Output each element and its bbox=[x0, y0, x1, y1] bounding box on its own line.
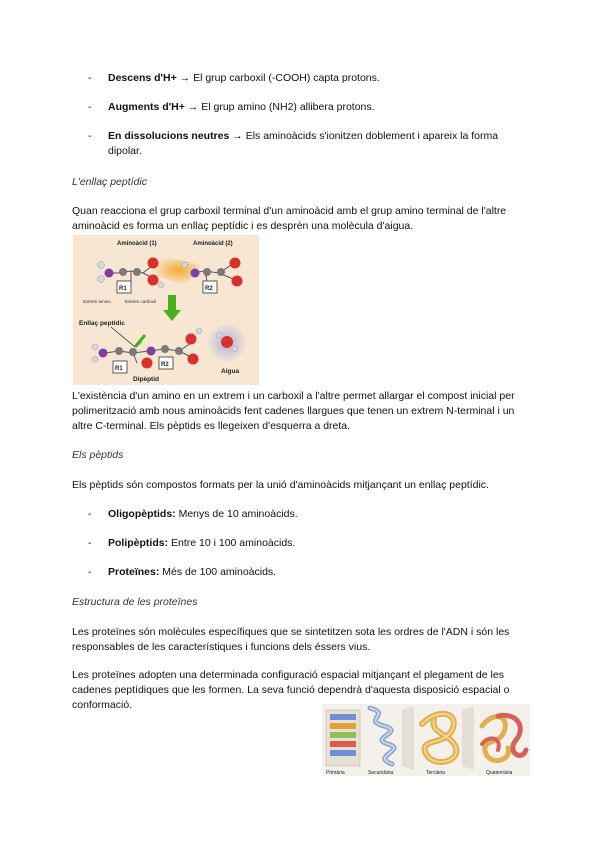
section-heading-protein-structure: Estructura de les proteïnes bbox=[72, 596, 198, 608]
nitrogen-atom bbox=[191, 269, 200, 278]
oxygen-atom bbox=[232, 276, 243, 287]
r2-label: R2 bbox=[161, 362, 169, 368]
label-dipeptide: Dipèptid bbox=[133, 376, 159, 383]
zoom-guide bbox=[462, 706, 474, 770]
label-water: Aigua bbox=[221, 368, 240, 375]
nitrogen-atom bbox=[105, 269, 114, 278]
label-aminoacid-2: Aminoàcid (2) bbox=[193, 241, 233, 247]
peptide-types-list bbox=[88, 507, 528, 580]
list-item bbox=[88, 71, 528, 86]
carbon-atom bbox=[175, 347, 183, 355]
item-bold: Descens d'H+ bbox=[108, 72, 177, 84]
section-heading-peptide-bond: L'enllaç peptídic bbox=[72, 176, 147, 188]
hydrogen-atom bbox=[196, 328, 202, 334]
item-text: Més de 100 aminoàcids. bbox=[159, 566, 277, 578]
hydrogen-atom bbox=[232, 346, 238, 352]
list-item bbox=[88, 100, 528, 115]
nitrogen-atom bbox=[99, 349, 108, 358]
oxygen-atom bbox=[148, 275, 159, 286]
hydrogen-atom bbox=[98, 262, 105, 269]
oxygen-atom bbox=[230, 258, 241, 269]
label-carboxyl-end: Extrem carboxil bbox=[125, 299, 157, 304]
bullet-dash: - bbox=[88, 130, 92, 142]
r1-label: R1 bbox=[115, 366, 123, 372]
list-item bbox=[88, 129, 528, 159]
label-quaternary: Quaternària bbox=[486, 770, 513, 776]
paragraph-proteins-definition: Les proteïnes són molècules específiques que se sintetitzen sota les ordres de l'ADN i són les responsables de les característiques i funcions dels éssers vius. bbox=[72, 626, 510, 653]
bullet-dash: - bbox=[88, 537, 92, 549]
item-text: Menys de 10 aminoàcids. bbox=[175, 508, 298, 520]
bullet-dash: - bbox=[88, 101, 92, 113]
bullet-dash: - bbox=[88, 508, 92, 520]
carbon-atom bbox=[115, 347, 123, 355]
item-text: Entre 10 i 100 aminoàcids. bbox=[168, 537, 296, 549]
item-bold: Augments d'H+ bbox=[108, 101, 185, 113]
carbon-atom bbox=[119, 268, 127, 276]
label-tertiary: Terciària bbox=[426, 770, 445, 776]
label-secondary: Secundària bbox=[368, 770, 394, 776]
section-heading-peptides: Els pèptids bbox=[72, 449, 124, 461]
carbon-atom bbox=[133, 268, 141, 276]
nitrogen-atom bbox=[147, 347, 156, 356]
oxygen-atom bbox=[186, 334, 197, 345]
peptide-bond-diagram bbox=[73, 235, 259, 385]
label-primary: Primària bbox=[326, 770, 345, 776]
label-aminoacid-1: Aminoàcid (1) bbox=[117, 241, 157, 247]
list-item bbox=[88, 536, 528, 551]
paragraph-peptide-bond: Quan reacciona el grup carboxil terminal d'un aminoàcid amb el grup amino terminal de l'altre aminoàcid es forma un enllaç peptídic i es desprèn una molècula d'aigua. bbox=[72, 205, 507, 232]
paragraph-protein-conformation: Les proteïnes adopten una determinada configuració espacial mitjançant el plegament de les cadenes peptídiques que les formen. La seva funció dependrà d'aquesta disposició espacial o conformació. bbox=[72, 669, 510, 711]
ph-response-list bbox=[88, 71, 528, 159]
carbon-atom bbox=[203, 268, 211, 276]
list-item bbox=[88, 565, 528, 580]
carbon-atom bbox=[161, 345, 169, 353]
list-item bbox=[88, 507, 528, 522]
hydrogen-atom bbox=[158, 282, 164, 288]
item-text: → Els aminoàcids s'ionitzen doblement i apareix la forma dipolar. bbox=[108, 130, 499, 157]
label-peptide-bond: Enllaç peptídic bbox=[79, 320, 125, 327]
bullet-dash: - bbox=[88, 72, 92, 84]
paragraph-peptides: Els pèptids són compostos formats per la unió d'aminoàcids mitjançant un enllaç peptídic. bbox=[72, 479, 489, 491]
oxygen-atom bbox=[148, 258, 159, 269]
paragraph-polymerization: L'existència d'un amino en un extrem i un carboxil a l'altre permet allargar el compost inicial per polimerització amb nous aminoàcids fent cadenes llargues que tenen un extrem N-terminal i un altre C-terminal. Els pèptids es llegeixen d'esquerra a dreta. bbox=[72, 390, 515, 432]
carbon-atom bbox=[217, 268, 225, 276]
item-bold: Polipèptids: bbox=[108, 537, 169, 549]
water-oxygen-atom bbox=[221, 336, 233, 348]
hydrogen-atom bbox=[92, 344, 98, 350]
r1-label: R1 bbox=[119, 286, 127, 292]
item-bold: Proteïnes: bbox=[108, 566, 160, 578]
item-text: → El grup carboxil (-COOH) capta protons. bbox=[176, 72, 380, 84]
protein-structure-figure bbox=[322, 704, 530, 776]
item-text: → El grup amino (NH2) allibera protons. bbox=[184, 101, 375, 113]
hydrogen-atom bbox=[98, 276, 105, 283]
item-bold: Oligopèptids: bbox=[108, 508, 176, 520]
primary-structure-illustration bbox=[326, 710, 360, 766]
r2-label: R2 bbox=[205, 286, 213, 292]
zoom-guide bbox=[402, 706, 414, 770]
hydrogen-atom bbox=[182, 262, 188, 268]
label-amino-end: Extrem amino bbox=[83, 299, 111, 304]
bullet-dash: - bbox=[88, 566, 92, 578]
hydrogen-atom bbox=[216, 332, 222, 338]
hydrogen-atom bbox=[92, 356, 98, 362]
carbon-atom bbox=[129, 348, 137, 356]
oxygen-atom bbox=[188, 354, 199, 365]
item-bold: En dissolucions neutres bbox=[108, 130, 230, 142]
oxygen-atom bbox=[142, 358, 153, 369]
